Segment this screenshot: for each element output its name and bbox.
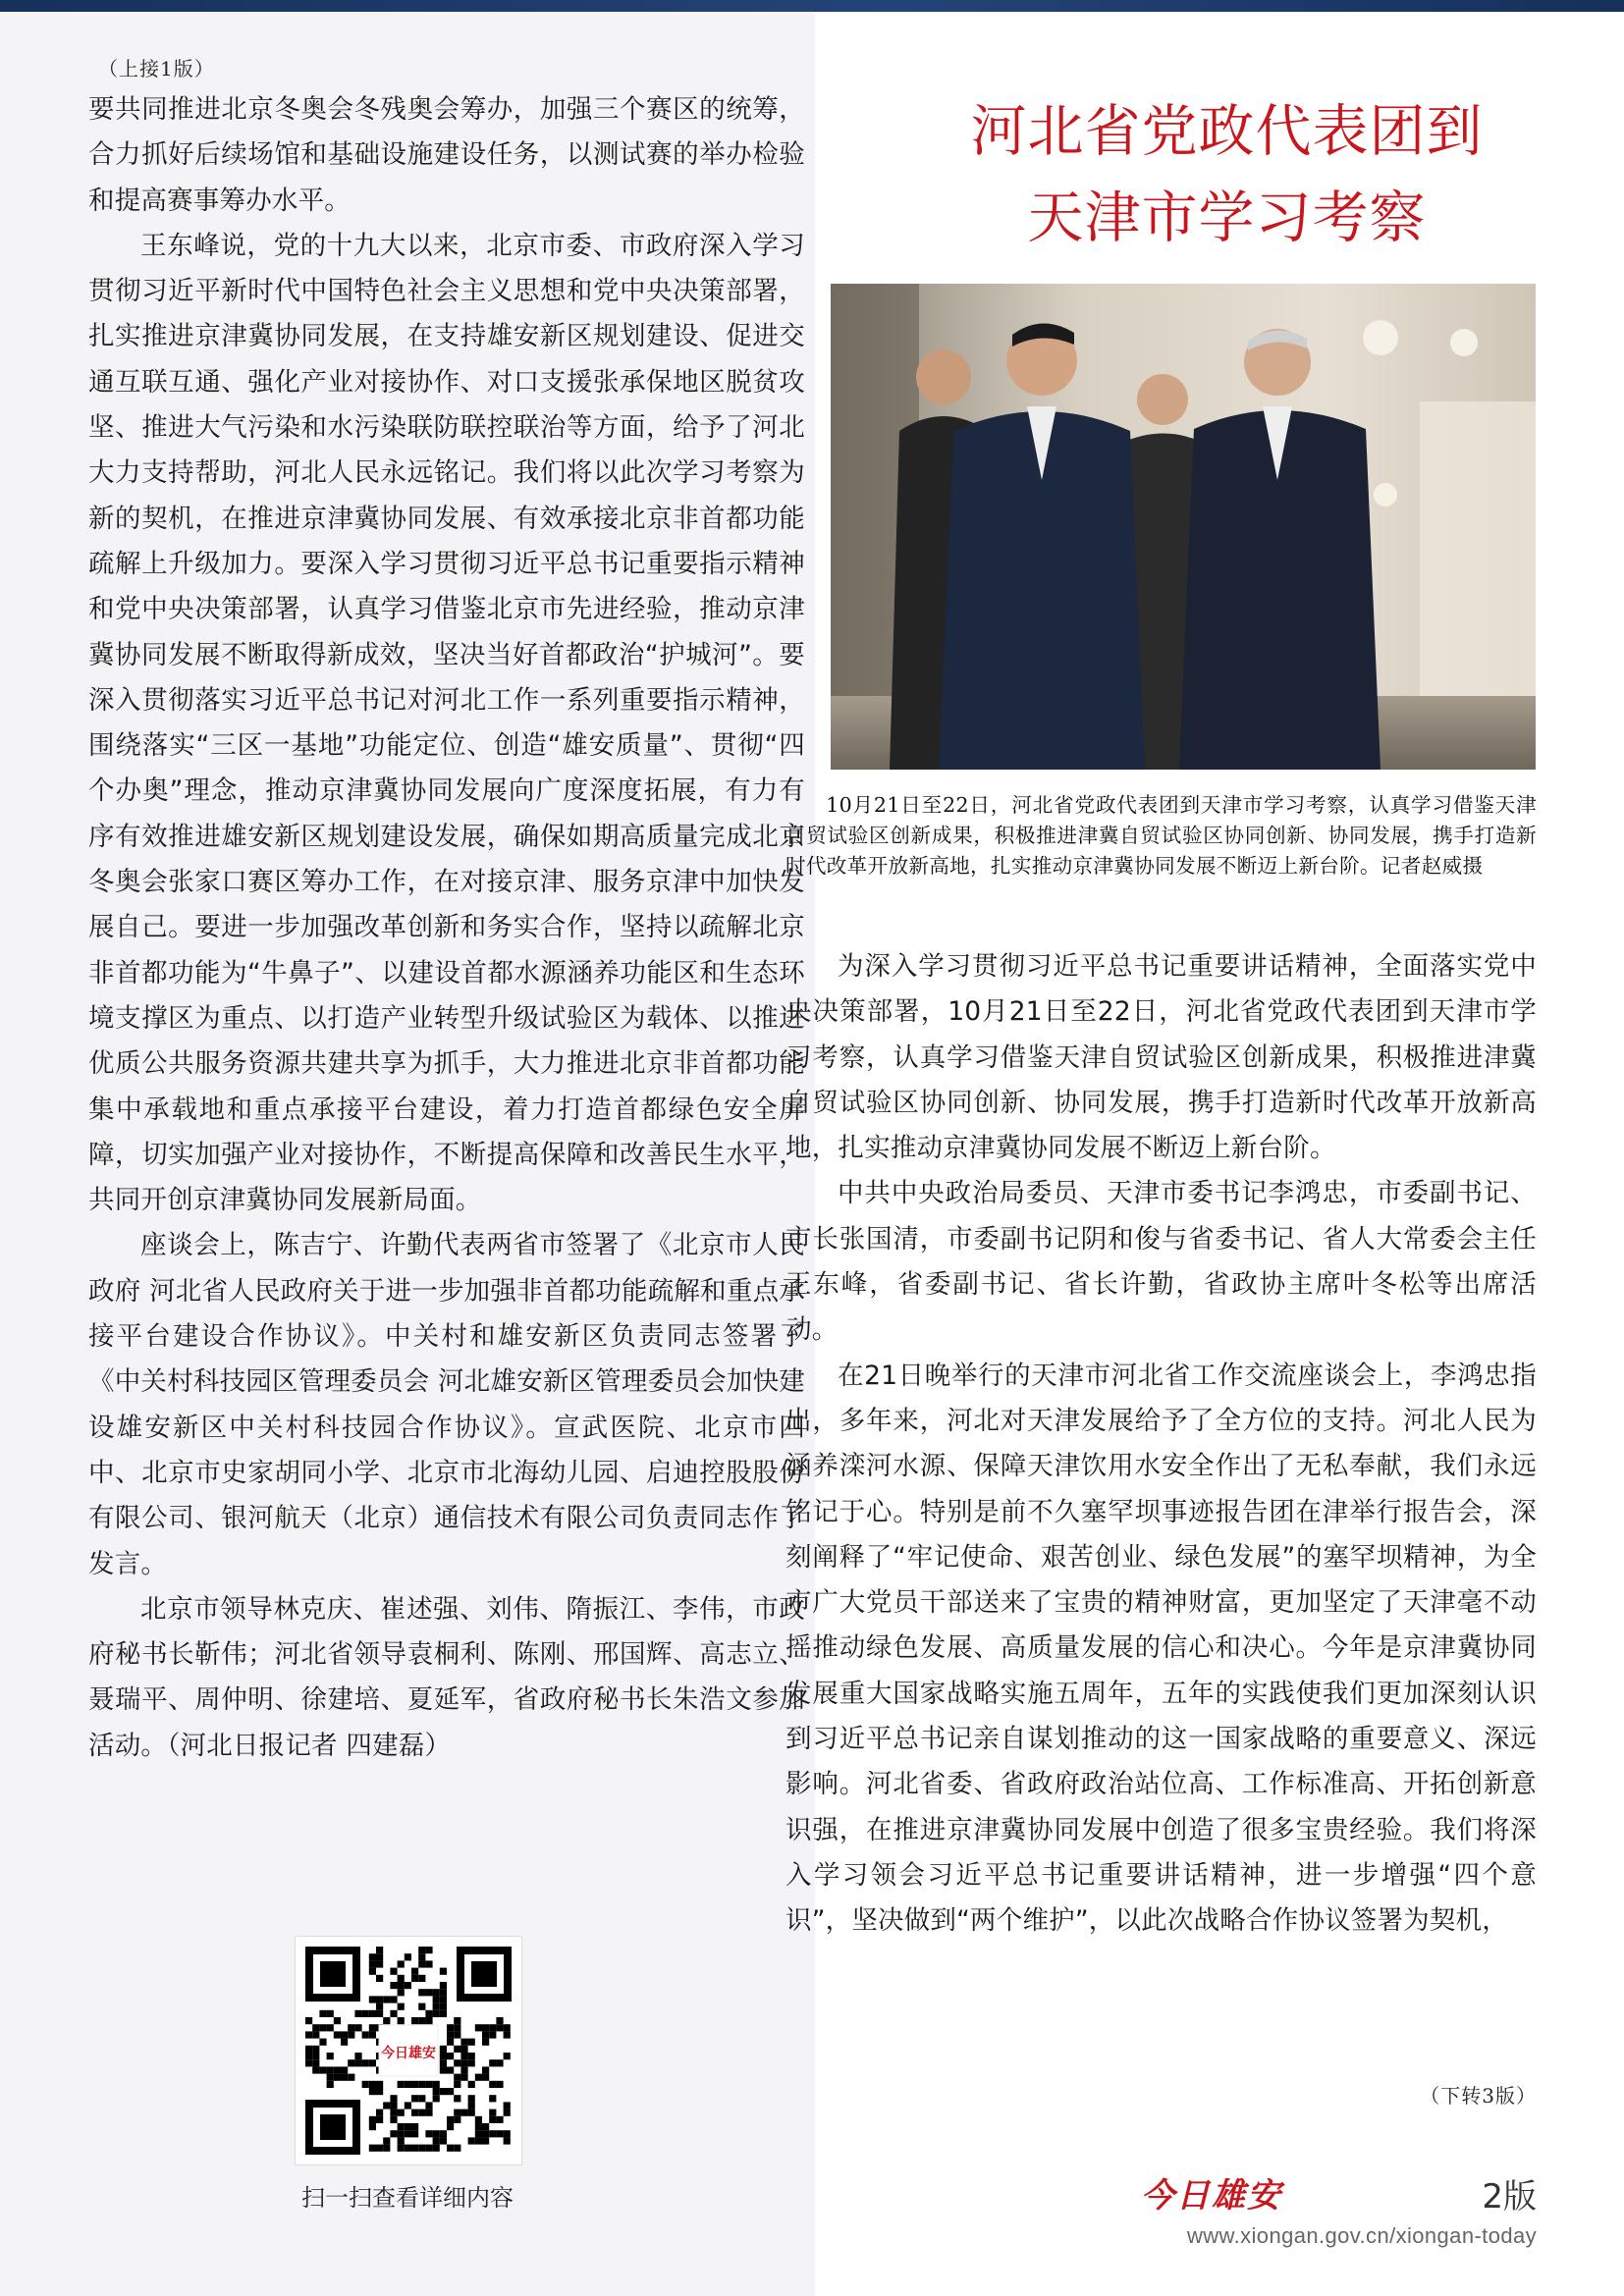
article-headline: [830, 88, 1624, 261]
delegation-photo: [831, 284, 1536, 770]
right-article-body: [785, 944, 1537, 1945]
news-photo: [831, 284, 1536, 770]
left-paragraph-2: 王东峰说，党的十九大以来，北京市委、市政府深入学习贯彻习近平新时代中国特色社会主义思想和党中央决策部署，扎实推进京津冀协同发展，在支持雄安新区规划建设、促进交通互联互通、强化产业对接协作、对口支援张承保地区脱贫攻坚、推进大气污染和水污染联防联控联治等方面，给予了河北大力支持帮助，河北人民永远铭记。我们将以此次学习考察为新的契机，在推进京津冀协同发展、有效承接北京非首都功能疏解上升级加力。要深入学习贯彻习近平总书记重要指示精神和党中央决策部署，认真学习借鉴北京市先进经验，推动京津冀协同发展不断取得新成效，坚决当好首都政治“护城河”。要深入贯彻落实习近平总书记对河北工作一系列重要指示精神，围绕落实“三区一基地”功能定位、创造“雄安质量”、贯彻“四个办奥”理念，推动京津冀协同发展向广度深度拓展，有力有序有效推进雄安新区规划建设发展，确保如期高质量完成北京冬奥会张家口赛区筹办工作，在对接京津、服务京津中加快发展自己。要进一步加强改革创新和务实合作，坚持以疏解北京非首都功能为“牛鼻子”、以建设首都水源涵养功能区和生态环境支撑区为重点、以打造产业转型升级试验区为载体、以推进优质公共服务资源共建共享为抓手，大力推进北京非首都功能集中承载地和重点承接平台建设，着力打造首都绿色安全屏障，切实加强产业对接协作，不断提高保障和改善民生水平，共同开创京津冀协同发展新局面。: [88, 230, 805, 1216]
continued-to-note: （下转3版）: [1420, 2084, 1537, 2108]
left-paragraph-4: 北京市领导林克庆、崔述强、刘伟、隋振江、李伟，市政府秘书长靳伟；河北省领导袁桐利、陈刚、邢国辉、高志立、聂瑞平、周仲明、徐建培、夏延军，省政府秘书长朱浩文参加活动。（河北日报记者 四建磊）: [88, 1593, 805, 1761]
headline-line-1: 河北省党政代表团到: [970, 99, 1484, 164]
qr-code-graphic: [296, 1937, 521, 2164]
page-number: 2版: [1482, 2177, 1537, 2216]
photo-caption-text: 10月21日至22日，河北省党政代表团到天津市学习考察，认真学习借鉴天津自贸试验区创新成果，积极推进津冀自贸试验区协同创新、协同发展，携手打造新时代改革开放新高地，扎实推动京津冀协同发展不断迈上新台阶。记者赵威摄: [785, 793, 1537, 878]
right-paragraph-2: 中共中央政治局委员、天津市委书记李鸿忠，市委副书记、市长张国清，市委副书记阴和俊与省委书记、省人大常委会主任王东峰，省委副书记、省长许勤，省政协主席叶冬松等出席活动。: [785, 1178, 1537, 1346]
headline-line-2: 天津市学习考察: [1027, 186, 1427, 250]
left-paragraph-1: 要共同推进北京冬奥会冬残奥会筹办，加强三个赛区的统筹，合力抓好后续场馆和基础设施建设任务，以测试赛的举办检验和提高赛事筹办水平。: [88, 94, 805, 216]
qr-center-logo: 今日雄安: [381, 2046, 436, 2061]
top-color-bar: [0, 0, 1624, 12]
right-paragraph-3: 在21日晚举行的天津市河北省工作交流座谈会上，李鸿忠指出，多年来，河北对天津发展给予了全方位的支持。河北人民为涵养滦河水源、保障天津饮用水安全作出了无私奉献，我们永远铭记于心。特别是前不久塞罕坝事迹报告团在津举行报告会，深刻阐释了“牢记使命、艰苦创业、绿色发展”的塞罕坝精神，为全市广大党员干部送来了宝贵的精神财富，更加坚定了天津毫不动摇推动绿色发展、高质量发展的信心和决心。今年是京津冀协同发展重大国家战略实施五周年，五年的实践使我们更加深刻认识到习近平总书记亲自谋划推动的这一国家战略的重要意义、深远影响。河北省委、省政府政治站位高、工作标准高、开拓创新意识强，在推进京津冀协同发展中创造了很多宝贵经验。我们将深入学习领会习近平总书记重要讲话精神，进一步增强“四个意识”，坚决做到“两个维护”，以此次战略合作协议签署为契机，: [785, 1360, 1537, 1937]
qr-caption: 扫一扫查看详细内容: [301, 2184, 514, 2212]
continued-from-note: （上接1版）: [98, 57, 215, 80]
left-paragraph-3: 座谈会上，陈吉宁、许勤代表两省市签署了《北京市人民政府 河北省人民政府关于进一步加强非首都功能疏解和重点承接平台建设合作协议》。中关村和雄安新区负责同志签署了《中关村科技园区管理委员会 河北雄安新区管理委员会加快建设雄安新区中关村科技园合作协议》。宣武医院、北京市四中、北京市史家胡同小学、北京市北海幼儿园、启迪控股股份有限公司、银河航天（北京）通信技术有限公司负责同志作了发言。: [88, 1230, 805, 1579]
left-paragraphs: [88, 87, 805, 1769]
qr-code[interactable]: [295, 1936, 522, 2165]
newspaper-logo: 今日雄安: [1141, 2176, 1282, 2216]
left-article-body: [88, 53, 805, 1769]
photo-caption: [785, 790, 1537, 881]
website-url[interactable]: www.xiongan.gov.cn/xiongan-today: [1186, 2223, 1537, 2248]
right-paragraph-1: 为深入学习贯彻习近平总书记重要讲话精神，全面落实党中央决策部署，10月21日至22日，河北省党政代表团到天津市学习考察，认真学习借鉴天津自贸试验区创新成果，积极推进津冀自贸试验区协同创新、协同发展，携手打造新时代改革开放新高地，扎实推动京津冀协同发展不断迈上新台阶。: [785, 951, 1537, 1164]
